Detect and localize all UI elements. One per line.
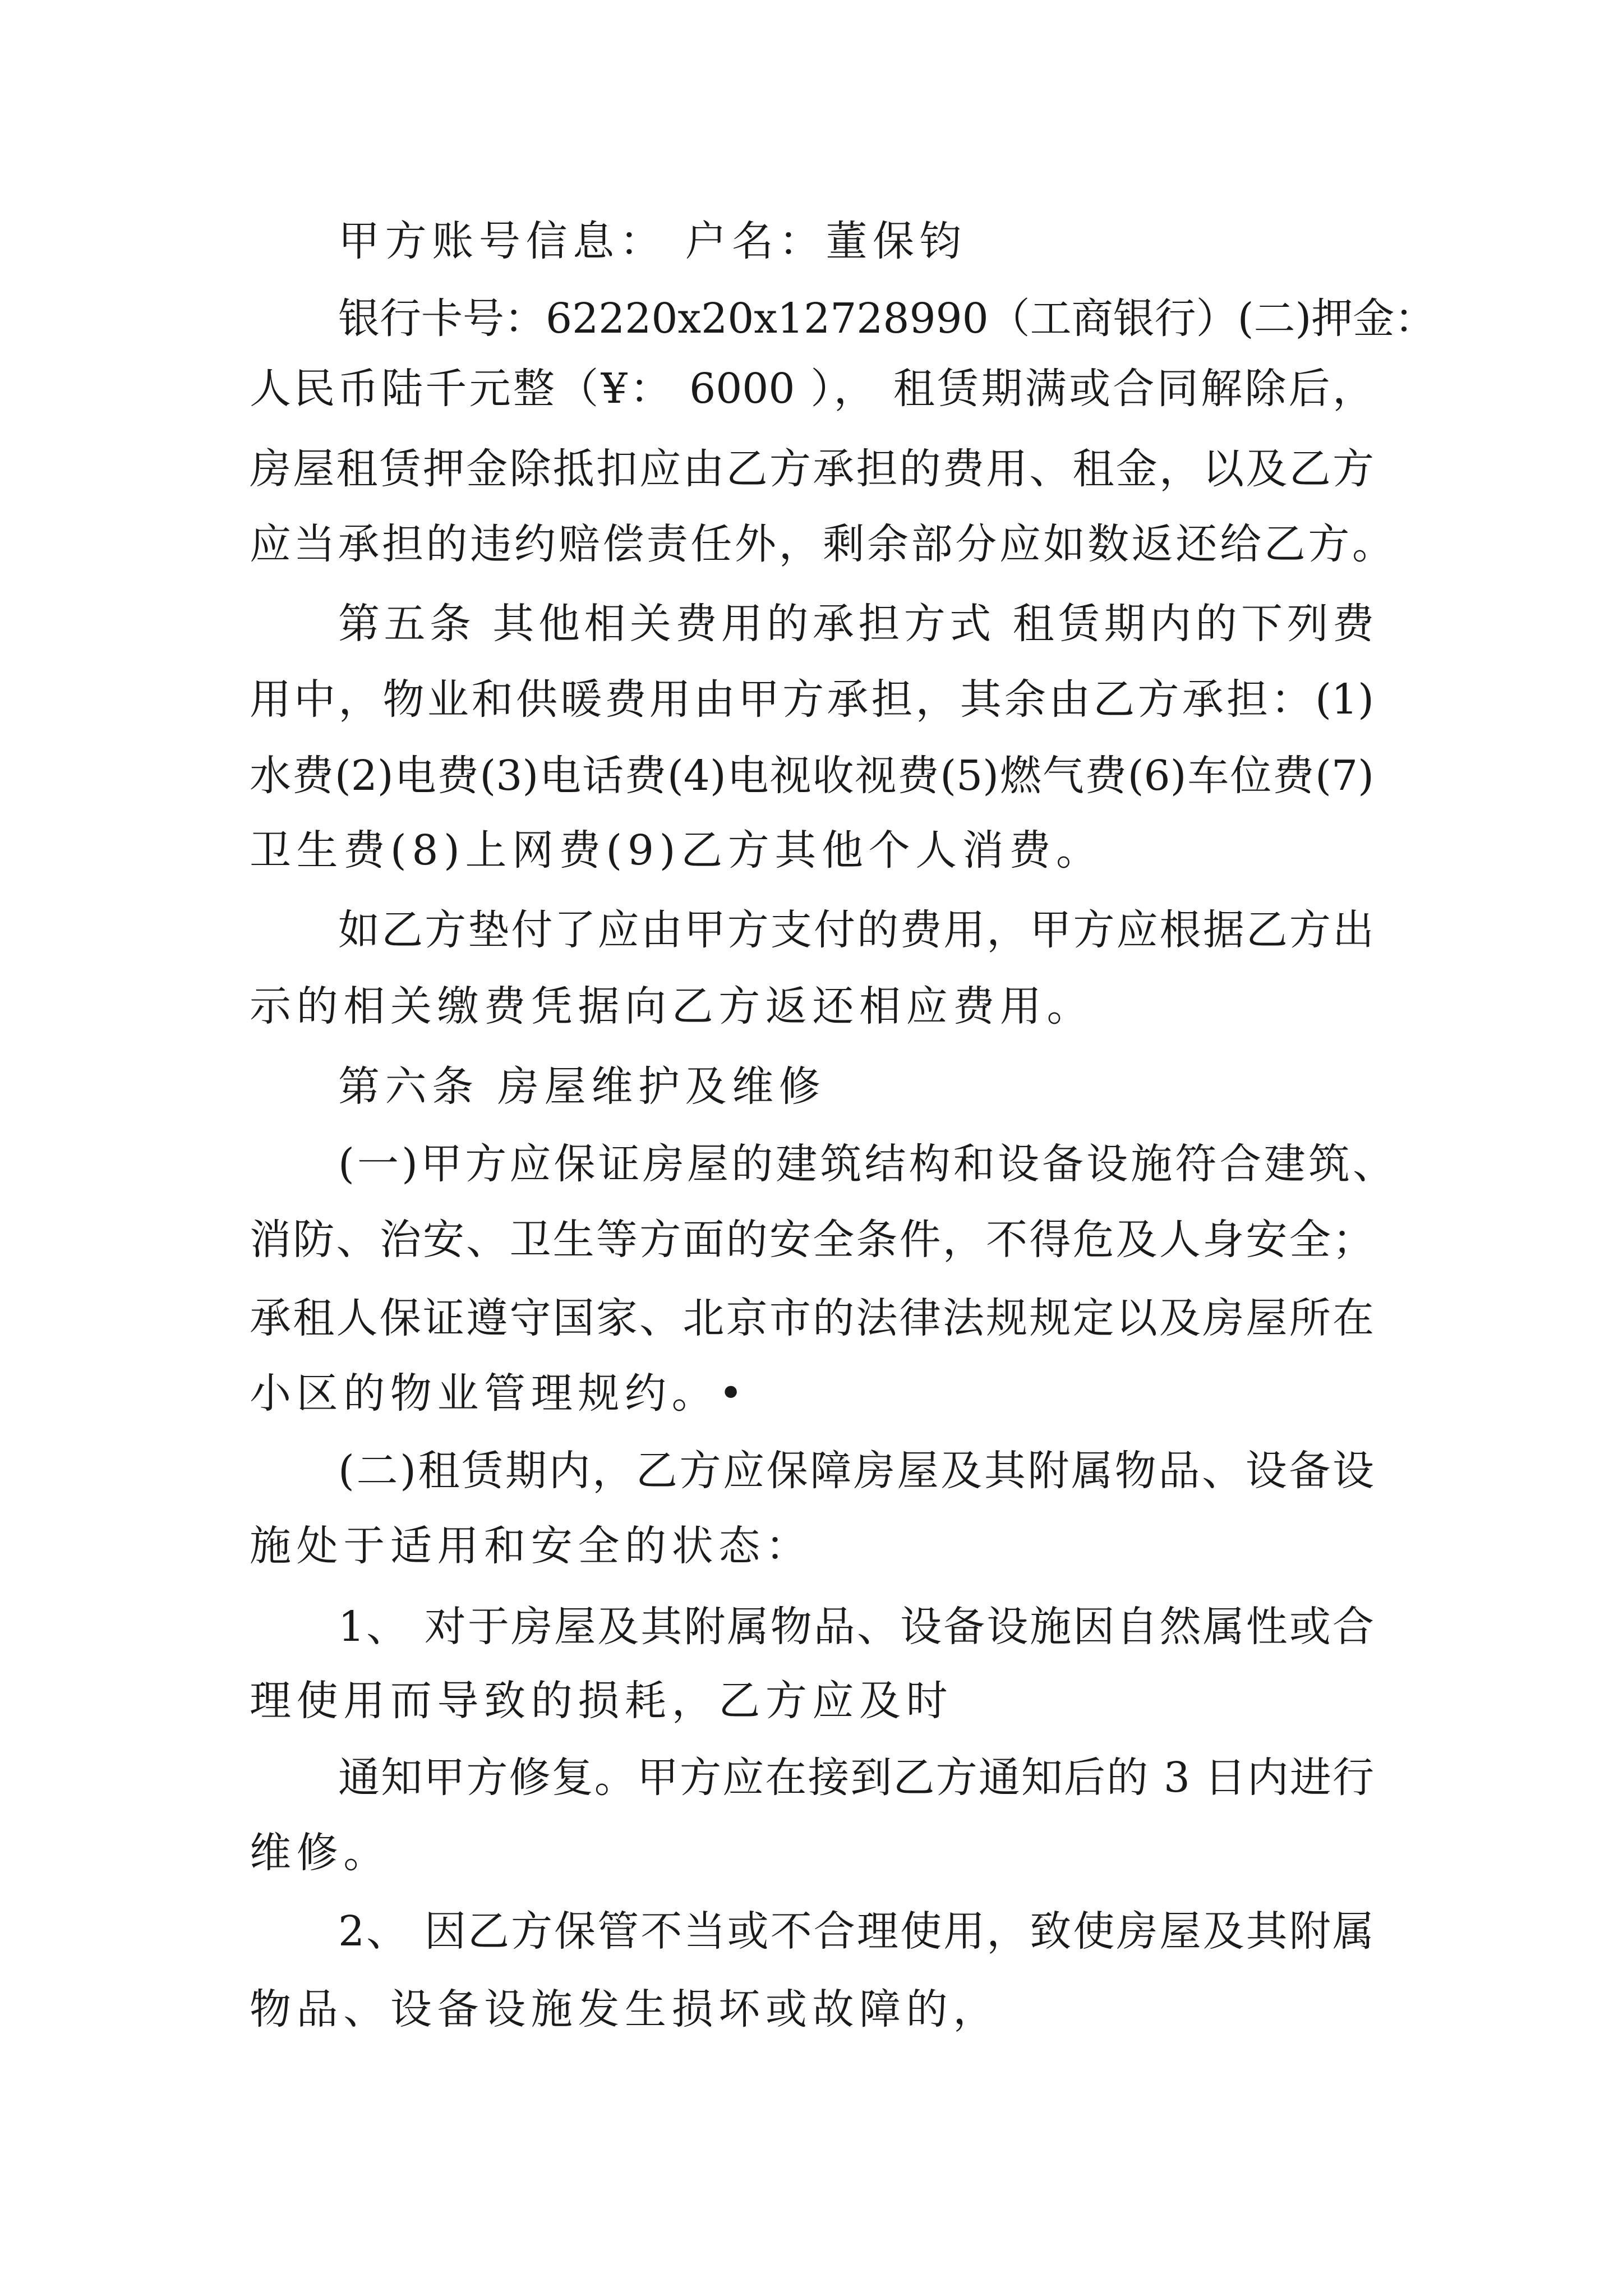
fee-list-line-end: 卫生费(8)上网费(9)乙方其他个人消费。 <box>250 826 1103 875</box>
clause-one-line: (一)甲方应保证房屋的建筑结构和设备设施符合建筑、 <box>338 1140 1394 1188</box>
item-one-line: 通知甲方修复。甲方应在接到乙方通知后的 3 日内进行 <box>338 1754 1374 1802</box>
article-six-heading: 第六条 房屋维护及维修 <box>338 1062 826 1111</box>
advance-payment-line-end: 示的相关缴费凭据向乙方返还相应费用。 <box>250 982 1094 1030</box>
bank-card-line: 银行卡号：62220x20x12728990（工商银行）(二)押金： <box>338 295 1436 343</box>
advance-payment-line: 如乙方垫付了应由甲方支付的费用，甲方应根据乙方出 <box>338 906 1374 954</box>
clause-two-line: (二)租赁期内，乙方应保障房屋及其附属物品、设备设 <box>338 1447 1374 1495</box>
item-two-line-end: 物品、设备设施发生损坏或故障的， <box>250 1985 1000 2033</box>
account-info-line: 甲方账号信息： 户名：董保钧 <box>338 217 967 265</box>
deposit-refund-line-end: 应当承担的违约赔偿责任外，剩余部分应如数返还给乙方。 <box>250 520 1394 568</box>
item-one-line-end: 维修。 <box>250 1829 390 1877</box>
article-five-heading-line: 第五条 其他相关费用的承担方式 租赁期内的下列费 <box>338 600 1374 648</box>
item-one-line: 理使用而导致的损耗，乙方应及时 <box>250 1677 953 1725</box>
item-one-line: 1、 对于房屋及其附属物品、设备设施因自然属性或合 <box>338 1603 1374 1651</box>
fee-list-line: 水费(2)电费(3)电话费(4)电视收视费(5)燃气费(6)车位费(7) <box>250 752 1374 800</box>
clause-one-line: 承租人保证遵守国家、北京市的法律法规规定以及房屋所在 <box>250 1294 1374 1342</box>
clause-two-line-end: 施处于适用和安全的状态： <box>250 1522 813 1570</box>
clause-one-line-end: 小区的物业管理规约。• <box>250 1369 749 1418</box>
article-five-line: 用中，物业和供暖费用由甲方承担，其余由乙方承担：(1) <box>250 675 1374 724</box>
deposit-amount-line: 人民币陆千元整（¥： 6000 ）， 租赁期满或合同解除后， <box>250 365 1374 413</box>
deposit-refund-line: 房屋租赁押金除抵扣应由乙方承担的费用、租金，以及乙方 <box>250 445 1374 493</box>
clause-one-line: 消防、治安、卫生等方面的安全条件，不得危及人身安全； <box>250 1216 1374 1264</box>
item-two-line: 2、 因乙方保管不当或不合理使用，致使房屋及其附属 <box>338 1907 1374 1955</box>
